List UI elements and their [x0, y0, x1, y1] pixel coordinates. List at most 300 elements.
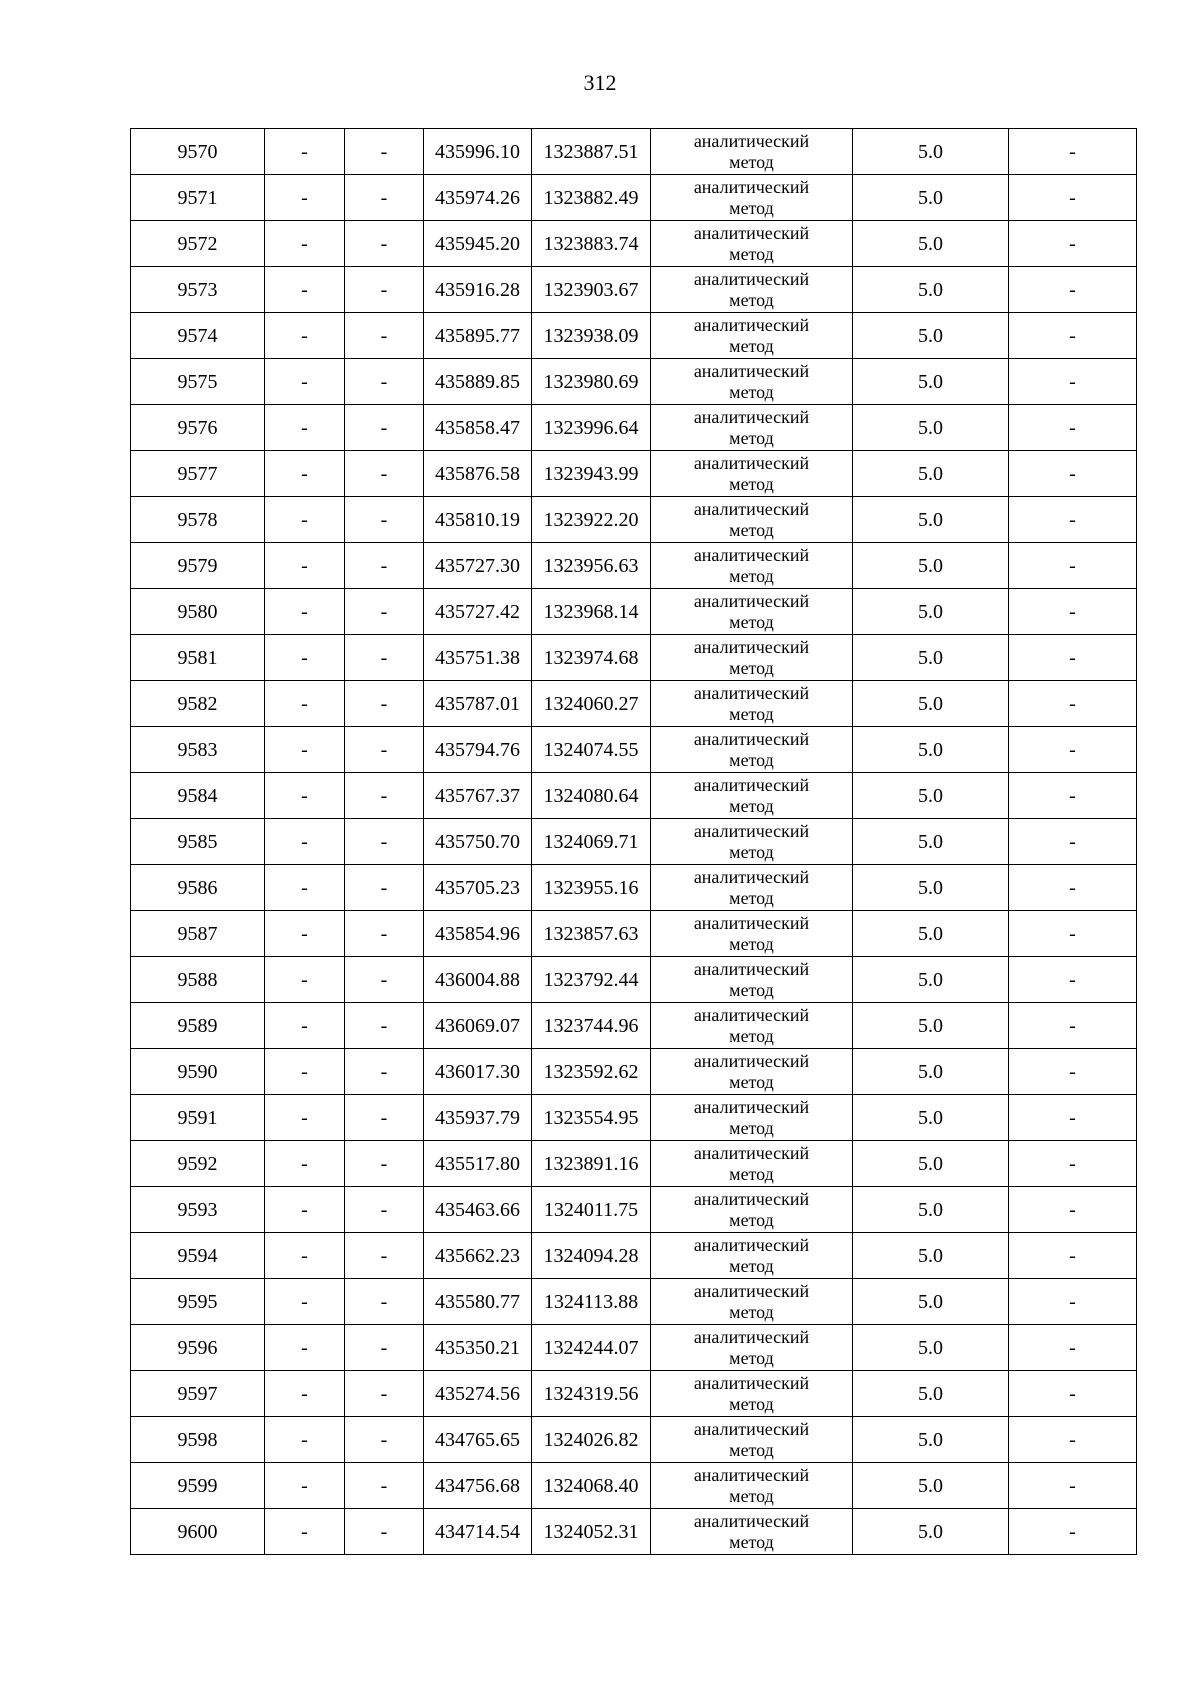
table-row — [131, 267, 1137, 313]
point-number-cell: 9576 — [131, 405, 265, 451]
x-coordinate-cell: 436069.07 — [424, 1003, 532, 1049]
empty-column-8-cell: - — [1009, 681, 1137, 727]
method-cell — [651, 819, 853, 865]
empty-column-2-cell: - — [265, 1141, 345, 1187]
method-line-2: метод — [729, 1163, 774, 1184]
method-cell — [651, 1003, 853, 1049]
y-coordinate-cell: 1323980.69 — [532, 359, 651, 405]
empty-column-3-cell: - — [345, 1417, 424, 1463]
method-line-1: аналитический — [693, 958, 810, 979]
x-coordinate-cell: 436017.30 — [424, 1049, 532, 1095]
point-number-cell: 9596 — [131, 1325, 265, 1371]
empty-column-3-cell: - — [345, 497, 424, 543]
method-line-2: метод — [729, 1301, 774, 1322]
method-cell — [651, 1417, 853, 1463]
x-coordinate-cell: 435517.80 — [424, 1141, 532, 1187]
x-coordinate-cell: 435858.47 — [424, 405, 532, 451]
method-cell — [651, 543, 853, 589]
accuracy-cell: 5.0 — [853, 819, 1009, 865]
method-line-1: аналитический — [693, 1142, 810, 1163]
empty-column-8-cell: - — [1009, 359, 1137, 405]
y-coordinate-cell: 1323857.63 — [532, 911, 651, 957]
table-row — [131, 819, 1137, 865]
method-cell — [651, 957, 853, 1003]
method-line-1: аналитический — [693, 222, 810, 243]
table-row — [131, 451, 1137, 497]
point-number-cell: 9583 — [131, 727, 265, 773]
x-coordinate-cell: 435996.10 — [424, 129, 532, 175]
accuracy-cell: 5.0 — [853, 911, 1009, 957]
table-row — [131, 773, 1137, 819]
x-coordinate-cell: 435705.23 — [424, 865, 532, 911]
empty-column-2-cell: - — [265, 727, 345, 773]
empty-column-3-cell: - — [345, 865, 424, 911]
empty-column-3-cell: - — [345, 819, 424, 865]
method-line-2: метод — [729, 565, 774, 586]
empty-column-2-cell: - — [265, 1049, 345, 1095]
accuracy-cell: 5.0 — [853, 589, 1009, 635]
y-coordinate-cell: 1324244.07 — [532, 1325, 651, 1371]
empty-column-8-cell: - — [1009, 1233, 1137, 1279]
empty-column-3-cell: - — [345, 957, 424, 1003]
method-cell — [651, 129, 853, 175]
y-coordinate-cell: 1323882.49 — [532, 175, 651, 221]
point-number-cell: 9572 — [131, 221, 265, 267]
empty-column-2-cell: - — [265, 589, 345, 635]
empty-column-2-cell: - — [265, 175, 345, 221]
point-number-cell: 9591 — [131, 1095, 265, 1141]
x-coordinate-cell: 435854.96 — [424, 911, 532, 957]
empty-column-2-cell: - — [265, 451, 345, 497]
table-row — [131, 175, 1137, 221]
x-coordinate-cell: 435916.28 — [424, 267, 532, 313]
point-number-cell: 9571 — [131, 175, 265, 221]
method-line-1: аналитический — [693, 820, 810, 841]
method-line-1: аналитический — [693, 268, 810, 289]
method-cell — [651, 1279, 853, 1325]
method-line-2: метод — [729, 887, 774, 908]
x-coordinate-cell: 435945.20 — [424, 221, 532, 267]
method-line-1: аналитический — [693, 130, 810, 151]
method-cell — [651, 911, 853, 957]
method-cell — [651, 681, 853, 727]
y-coordinate-cell: 1324319.56 — [532, 1371, 651, 1417]
empty-column-3-cell: - — [345, 1049, 424, 1095]
method-line-1: аналитический — [693, 1234, 810, 1255]
table-body — [131, 129, 1137, 1555]
method-cell — [651, 773, 853, 819]
accuracy-cell: 5.0 — [853, 1141, 1009, 1187]
table-row — [131, 865, 1137, 911]
method-line-1: аналитический — [693, 636, 810, 657]
point-number-cell: 9581 — [131, 635, 265, 681]
accuracy-cell: 5.0 — [853, 635, 1009, 681]
method-cell — [651, 865, 853, 911]
empty-column-3-cell: - — [345, 1187, 424, 1233]
y-coordinate-cell: 1323956.63 — [532, 543, 651, 589]
accuracy-cell: 5.0 — [853, 1371, 1009, 1417]
point-number-cell: 9588 — [131, 957, 265, 1003]
method-line-1: аналитический — [693, 452, 810, 473]
empty-column-8-cell: - — [1009, 1417, 1137, 1463]
method-line-2: метод — [729, 749, 774, 770]
method-line-2: метод — [729, 427, 774, 448]
accuracy-cell: 5.0 — [853, 773, 1009, 819]
method-line-2: метод — [729, 1393, 774, 1414]
x-coordinate-cell: 435751.38 — [424, 635, 532, 681]
method-line-2: метод — [729, 1025, 774, 1046]
y-coordinate-cell: 1324011.75 — [532, 1187, 651, 1233]
x-coordinate-cell: 435350.21 — [424, 1325, 532, 1371]
y-coordinate-cell: 1324113.88 — [532, 1279, 651, 1325]
empty-column-8-cell: - — [1009, 1049, 1137, 1095]
method-cell — [651, 313, 853, 359]
method-line-2: метод — [729, 1439, 774, 1460]
method-cell — [651, 497, 853, 543]
empty-column-3-cell: - — [345, 543, 424, 589]
point-number-cell: 9595 — [131, 1279, 265, 1325]
empty-column-3-cell: - — [345, 451, 424, 497]
method-line-1: аналитический — [693, 1050, 810, 1071]
table-row — [131, 1095, 1137, 1141]
accuracy-cell: 5.0 — [853, 359, 1009, 405]
empty-column-3-cell: - — [345, 221, 424, 267]
table-row — [131, 635, 1137, 681]
empty-column-2-cell: - — [265, 129, 345, 175]
point-number-cell: 9570 — [131, 129, 265, 175]
accuracy-cell: 5.0 — [853, 267, 1009, 313]
page-number: 312 — [583, 70, 617, 95]
table-row — [131, 1187, 1137, 1233]
empty-column-8-cell: - — [1009, 405, 1137, 451]
method-line-2: метод — [729, 335, 774, 356]
accuracy-cell: 5.0 — [853, 497, 1009, 543]
accuracy-cell: 5.0 — [853, 1509, 1009, 1555]
method-line-1: аналитический — [693, 544, 810, 565]
table-row — [131, 1463, 1137, 1509]
method-line-2: метод — [729, 1117, 774, 1138]
y-coordinate-cell: 1324074.55 — [532, 727, 651, 773]
empty-column-8-cell: - — [1009, 1003, 1137, 1049]
point-number-cell: 9600 — [131, 1509, 265, 1555]
x-coordinate-cell: 435937.79 — [424, 1095, 532, 1141]
method-line-2: метод — [729, 657, 774, 678]
method-line-1: аналитический — [693, 590, 810, 611]
x-coordinate-cell: 435895.77 — [424, 313, 532, 359]
empty-column-8-cell: - — [1009, 819, 1137, 865]
empty-column-3-cell: - — [345, 681, 424, 727]
point-number-cell: 9587 — [131, 911, 265, 957]
point-number-cell: 9578 — [131, 497, 265, 543]
method-line-2: метод — [729, 933, 774, 954]
empty-column-3-cell: - — [345, 1279, 424, 1325]
empty-column-8-cell: - — [1009, 773, 1137, 819]
method-line-2: метод — [729, 289, 774, 310]
empty-column-2-cell: - — [265, 1417, 345, 1463]
y-coordinate-cell: 1323996.64 — [532, 405, 651, 451]
coordinates-table — [130, 128, 1137, 1555]
point-number-cell: 9574 — [131, 313, 265, 359]
empty-column-2-cell: - — [265, 1187, 345, 1233]
empty-column-8-cell: - — [1009, 1463, 1137, 1509]
y-coordinate-cell: 1323938.09 — [532, 313, 651, 359]
method-line-1: аналитический — [693, 360, 810, 381]
empty-column-8-cell: - — [1009, 911, 1137, 957]
empty-column-8-cell: - — [1009, 865, 1137, 911]
point-number-cell: 9589 — [131, 1003, 265, 1049]
y-coordinate-cell: 1323592.62 — [532, 1049, 651, 1095]
y-coordinate-cell: 1323943.99 — [532, 451, 651, 497]
accuracy-cell: 5.0 — [853, 1049, 1009, 1095]
y-coordinate-cell: 1324026.82 — [532, 1417, 651, 1463]
method-line-2: метод — [729, 703, 774, 724]
y-coordinate-cell: 1323922.20 — [532, 497, 651, 543]
empty-column-3-cell: - — [345, 1233, 424, 1279]
method-line-1: аналитический — [693, 1372, 810, 1393]
y-coordinate-cell: 1324068.40 — [532, 1463, 651, 1509]
x-coordinate-cell: 435810.19 — [424, 497, 532, 543]
table-row — [131, 221, 1137, 267]
method-cell — [651, 1187, 853, 1233]
x-coordinate-cell: 436004.88 — [424, 957, 532, 1003]
table-row — [131, 957, 1137, 1003]
empty-column-8-cell: - — [1009, 1371, 1137, 1417]
x-coordinate-cell: 435974.26 — [424, 175, 532, 221]
empty-column-3-cell: - — [345, 175, 424, 221]
method-line-1: аналитический — [693, 1280, 810, 1301]
table-row — [131, 1371, 1137, 1417]
x-coordinate-cell: 435580.77 — [424, 1279, 532, 1325]
point-number-cell: 9599 — [131, 1463, 265, 1509]
accuracy-cell: 5.0 — [853, 313, 1009, 359]
point-number-cell: 9582 — [131, 681, 265, 727]
method-line-1: аналитический — [693, 1096, 810, 1117]
method-line-1: аналитический — [693, 682, 810, 703]
empty-column-8-cell: - — [1009, 957, 1137, 1003]
method-line-2: метод — [729, 1347, 774, 1368]
method-line-2: метод — [729, 473, 774, 494]
y-coordinate-cell: 1324060.27 — [532, 681, 651, 727]
x-coordinate-cell: 435767.37 — [424, 773, 532, 819]
table-row — [131, 1233, 1137, 1279]
table-row — [131, 129, 1137, 175]
method-line-2: метод — [729, 1485, 774, 1506]
method-line-1: аналитический — [693, 314, 810, 335]
method-cell — [651, 451, 853, 497]
method-line-1: аналитический — [693, 912, 810, 933]
empty-column-2-cell: - — [265, 1371, 345, 1417]
method-cell — [651, 175, 853, 221]
y-coordinate-cell: 1323554.95 — [532, 1095, 651, 1141]
empty-column-3-cell: - — [345, 359, 424, 405]
method-cell — [651, 405, 853, 451]
empty-column-3-cell: - — [345, 773, 424, 819]
empty-column-3-cell: - — [345, 635, 424, 681]
accuracy-cell: 5.0 — [853, 1279, 1009, 1325]
empty-column-8-cell: - — [1009, 129, 1137, 175]
y-coordinate-cell: 1324094.28 — [532, 1233, 651, 1279]
method-cell — [651, 1371, 853, 1417]
empty-column-2-cell: - — [265, 405, 345, 451]
empty-column-2-cell: - — [265, 681, 345, 727]
method-line-2: метод — [729, 611, 774, 632]
method-line-1: аналитический — [693, 1004, 810, 1025]
point-number-cell: 9586 — [131, 865, 265, 911]
accuracy-cell: 5.0 — [853, 1003, 1009, 1049]
table-row — [131, 1509, 1137, 1555]
empty-column-3-cell: - — [345, 727, 424, 773]
table-row — [131, 1325, 1137, 1371]
method-line-2: метод — [729, 1209, 774, 1230]
y-coordinate-cell: 1323974.68 — [532, 635, 651, 681]
method-line-1: аналитический — [693, 1326, 810, 1347]
method-cell — [651, 1233, 853, 1279]
y-coordinate-cell: 1324069.71 — [532, 819, 651, 865]
empty-column-8-cell: - — [1009, 543, 1137, 589]
x-coordinate-cell: 435274.56 — [424, 1371, 532, 1417]
method-line-2: метод — [729, 795, 774, 816]
x-coordinate-cell: 435463.66 — [424, 1187, 532, 1233]
accuracy-cell: 5.0 — [853, 543, 1009, 589]
empty-column-2-cell: - — [265, 1509, 345, 1555]
method-line-2: метод — [729, 197, 774, 218]
point-number-cell: 9573 — [131, 267, 265, 313]
table-row — [131, 1279, 1137, 1325]
x-coordinate-cell: 435876.58 — [424, 451, 532, 497]
method-line-1: аналитический — [693, 498, 810, 519]
point-number-cell: 9593 — [131, 1187, 265, 1233]
method-cell — [651, 267, 853, 313]
method-cell — [651, 1049, 853, 1095]
empty-column-8-cell: - — [1009, 635, 1137, 681]
method-line-1: аналитический — [693, 1464, 810, 1485]
empty-column-3-cell: - — [345, 1509, 424, 1555]
accuracy-cell: 5.0 — [853, 1417, 1009, 1463]
x-coordinate-cell: 435750.70 — [424, 819, 532, 865]
empty-column-8-cell: - — [1009, 313, 1137, 359]
table-row — [131, 1049, 1137, 1095]
empty-column-2-cell: - — [265, 1463, 345, 1509]
accuracy-cell: 5.0 — [853, 1233, 1009, 1279]
point-number-cell: 9590 — [131, 1049, 265, 1095]
empty-column-3-cell: - — [345, 1325, 424, 1371]
empty-column-2-cell: - — [265, 773, 345, 819]
empty-column-8-cell: - — [1009, 221, 1137, 267]
empty-column-2-cell: - — [265, 359, 345, 405]
empty-column-3-cell: - — [345, 405, 424, 451]
empty-column-2-cell: - — [265, 313, 345, 359]
table-row — [131, 589, 1137, 635]
accuracy-cell: 5.0 — [853, 129, 1009, 175]
table-row — [131, 1003, 1137, 1049]
method-line-1: аналитический — [693, 1418, 810, 1439]
empty-column-8-cell: - — [1009, 451, 1137, 497]
accuracy-cell: 5.0 — [853, 865, 1009, 911]
table-row — [131, 727, 1137, 773]
y-coordinate-cell: 1323955.16 — [532, 865, 651, 911]
table-row — [131, 359, 1137, 405]
point-number-cell: 9598 — [131, 1417, 265, 1463]
point-number-cell: 9575 — [131, 359, 265, 405]
method-line-2: метод — [729, 381, 774, 402]
empty-column-8-cell: - — [1009, 175, 1137, 221]
method-line-1: аналитический — [693, 1510, 810, 1531]
point-number-cell: 9584 — [131, 773, 265, 819]
point-number-cell: 9580 — [131, 589, 265, 635]
method-line-2: метод — [729, 1531, 774, 1552]
x-coordinate-cell: 435794.76 — [424, 727, 532, 773]
point-number-cell: 9585 — [131, 819, 265, 865]
x-coordinate-cell: 435727.30 — [424, 543, 532, 589]
empty-column-8-cell: - — [1009, 1325, 1137, 1371]
y-coordinate-cell: 1324080.64 — [532, 773, 651, 819]
empty-column-3-cell: - — [345, 589, 424, 635]
empty-column-2-cell: - — [265, 1095, 345, 1141]
empty-column-8-cell: - — [1009, 727, 1137, 773]
table-row — [131, 681, 1137, 727]
empty-column-8-cell: - — [1009, 1095, 1137, 1141]
method-line-1: аналитический — [693, 406, 810, 427]
x-coordinate-cell: 435727.42 — [424, 589, 532, 635]
empty-column-3-cell: - — [345, 911, 424, 957]
y-coordinate-cell: 1323744.96 — [532, 1003, 651, 1049]
y-coordinate-cell: 1323891.16 — [532, 1141, 651, 1187]
empty-column-2-cell: - — [265, 865, 345, 911]
empty-column-3-cell: - — [345, 1095, 424, 1141]
y-coordinate-cell: 1323903.67 — [532, 267, 651, 313]
empty-column-8-cell: - — [1009, 497, 1137, 543]
method-cell — [651, 589, 853, 635]
x-coordinate-cell: 434714.54 — [424, 1509, 532, 1555]
empty-column-8-cell: - — [1009, 1187, 1137, 1233]
method-cell — [651, 1095, 853, 1141]
method-cell — [651, 359, 853, 405]
point-number-cell: 9594 — [131, 1233, 265, 1279]
method-cell — [651, 1509, 853, 1555]
empty-column-3-cell: - — [345, 1003, 424, 1049]
method-line-2: метод — [729, 1255, 774, 1276]
accuracy-cell: 5.0 — [853, 405, 1009, 451]
accuracy-cell: 5.0 — [853, 221, 1009, 267]
accuracy-cell: 5.0 — [853, 1325, 1009, 1371]
empty-column-3-cell: - — [345, 1463, 424, 1509]
y-coordinate-cell: 1323883.74 — [532, 221, 651, 267]
x-coordinate-cell: 435787.01 — [424, 681, 532, 727]
table-row — [131, 313, 1137, 359]
point-number-cell: 9579 — [131, 543, 265, 589]
accuracy-cell: 5.0 — [853, 1187, 1009, 1233]
empty-column-2-cell: - — [265, 221, 345, 267]
empty-column-8-cell: - — [1009, 589, 1137, 635]
accuracy-cell: 5.0 — [853, 1095, 1009, 1141]
method-line-2: метод — [729, 979, 774, 1000]
empty-column-2-cell: - — [265, 1325, 345, 1371]
empty-column-3-cell: - — [345, 313, 424, 359]
empty-column-2-cell: - — [265, 819, 345, 865]
point-number-cell: 9592 — [131, 1141, 265, 1187]
empty-column-2-cell: - — [265, 1003, 345, 1049]
method-line-2: метод — [729, 519, 774, 540]
method-line-1: аналитический — [693, 176, 810, 197]
table-row — [131, 911, 1137, 957]
empty-column-3-cell: - — [345, 1371, 424, 1417]
method-line-2: метод — [729, 151, 774, 172]
method-line-2: метод — [729, 1071, 774, 1092]
table-row — [131, 405, 1137, 451]
point-number-cell: 9577 — [131, 451, 265, 497]
method-line-1: аналитический — [693, 774, 810, 795]
table-row — [131, 543, 1137, 589]
